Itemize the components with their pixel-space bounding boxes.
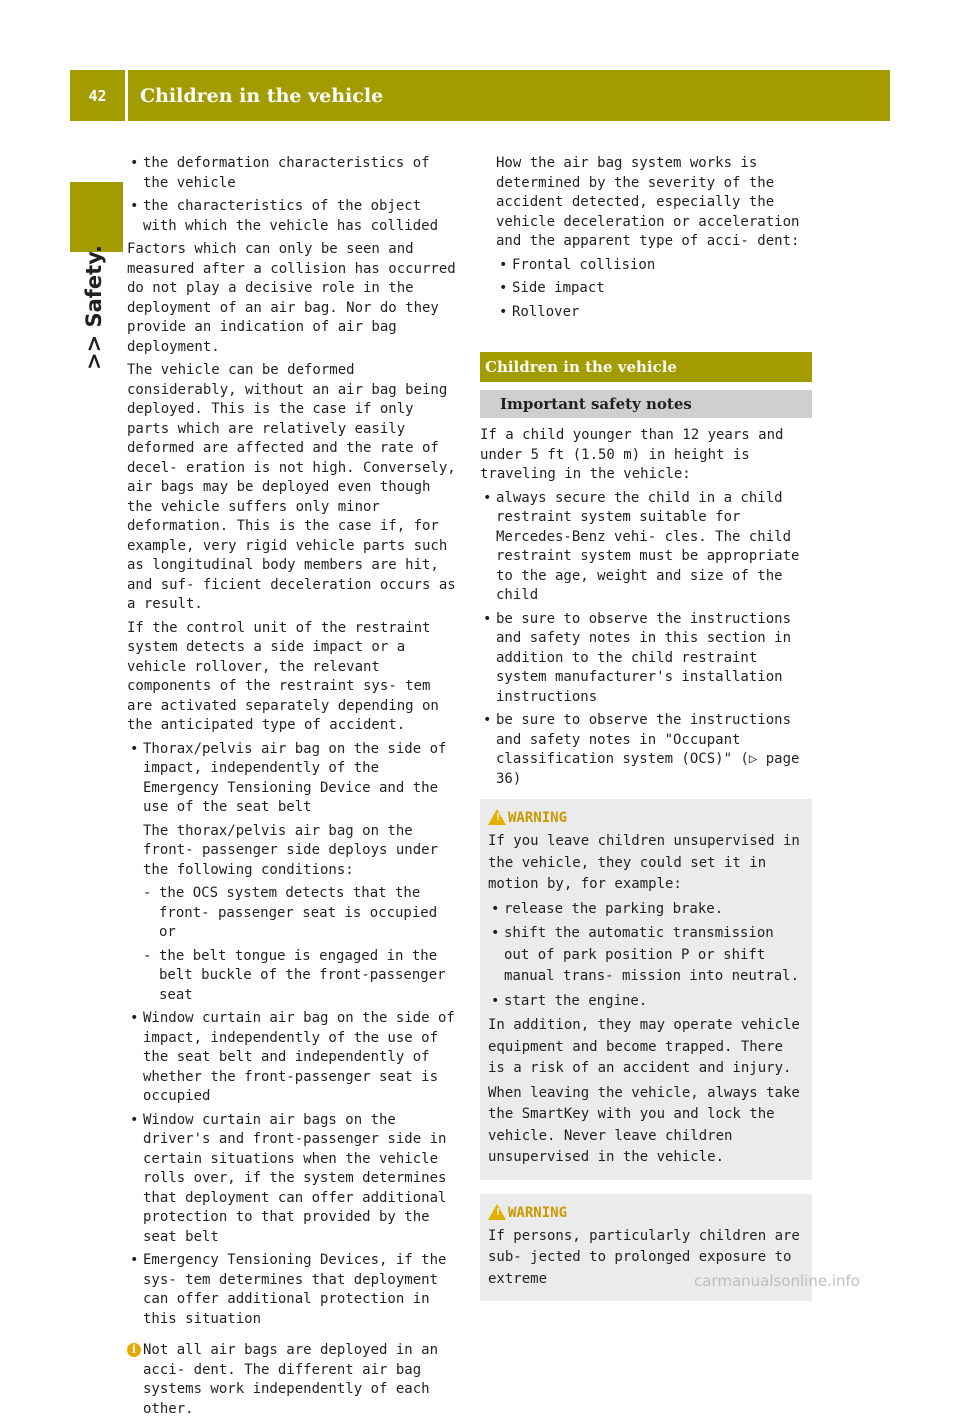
section-heading: Children in the vehicle <box>480 352 812 382</box>
list-item: • the deformation characteristics of the vehicle <box>127 154 460 193</box>
header-divider <box>125 70 128 121</box>
list-item: • Window curtain air bags on the driver's and front-passenger side in certain situations when the vehicle rolls over, if the system determines that deployment can offer additional protection to that provided by the seat belt <box>127 1111 460 1248</box>
right-column <box>480 154 812 1301</box>
list-item: • Side impact <box>496 279 812 299</box>
watermark: carmanualsonline.info <box>694 1272 860 1290</box>
paragraph: If a child younger than 12 years and under 5 ft (1.50 m) in height is traveling in the vehicle: <box>480 427 784 482</box>
warning-title <box>488 805 804 831</box>
paragraph: How the air bag system works is determined by the severity of the accident detected, especially the vehicle deceleration or acceleration and the apparent type of acci- dent: <box>496 155 800 249</box>
list-item: • Rollover <box>496 303 812 323</box>
warning-text: If you leave children unsupervised in the vehicle, they could set it in motion by, for example: <box>488 833 800 892</box>
list-item: • Thorax/pelvis air bag on the side of impact, independently of the Emergency Tensioning Device and the use of the seat belt <box>127 740 460 818</box>
list-item: • be sure to observe the instructions and safety notes in "Occupant classification system (OCS)" (▷ page 36) <box>480 711 812 789</box>
list-item: • start the engine. <box>488 991 804 1013</box>
side-tab-marker <box>70 182 123 252</box>
warning-text: When leaving the vehicle, always take the SmartKey with you and lock the vehicle. Never leave children unsupervised in the vehicle. <box>488 1084 800 1165</box>
warning-title-text: WARNING <box>508 1204 568 1221</box>
paragraph: The vehicle can be deformed considerably, without an air bag being deployed. This is the case if only parts which are relatively easily deformed are affected and the rate of decel- eration is not high. Conversely, air bags may be deployed even though the vehicle suffers only minor deformation. This is the case if, for example, very rigid vehicle parts such as longitudinal body members are hit, and suf- ficient deceleration occurs as a result. <box>127 362 456 612</box>
warning-title <box>488 1200 804 1226</box>
sub-paragraph: The thorax/pelvis air bag on the front- passenger side deploys under the following conditions: <box>143 822 439 878</box>
list-item: • always secure the child in a child restraint system suitable for Mercedes-Benz vehi- cles. The child restraint system must be appropriate to the age, weight and size of the child <box>480 489 812 606</box>
paragraph: If the control unit of the restraint system detects a side impact or a vehicle rollover, the relevant components of the restraint sys- tem are activated separately depending on the anticipated type of accident. <box>127 619 439 733</box>
list-item: • Emergency Tensioning Devices, if the sys- tem determines that deployment can offer additional protection in this situation <box>127 1251 460 1329</box>
page-title: Children in the vehicle <box>140 84 384 107</box>
list-item: • the characteristics of the object with which the vehicle has collided <box>127 197 460 236</box>
warning-text: If persons, particularly children are sub- jected to prolonged exposure to extreme <box>488 1227 800 1287</box>
info-note <box>127 1341 460 1419</box>
warning-box <box>480 799 812 1180</box>
paragraph: Factors which can only be seen and measured after a collision has occurred do not play a decisive role in the deployment of an air bag. Nor do they provide an indication of air bag deployment. <box>127 241 456 355</box>
left-column <box>127 154 460 1419</box>
warning-icon: ! <box>488 1204 506 1220</box>
warning-title-text: WARNING <box>508 810 568 826</box>
info-note-text: Not all air bags are deployed in an acci- dent. The different air bag systems work independently of each other. <box>143 1342 439 1417</box>
dash-item: - the belt tongue is engaged in the belt buckle of the front-passenger seat <box>127 947 460 1006</box>
info-icon: i <box>127 1343 141 1357</box>
list-item: • be sure to observe the instructions and safety notes in this section in addition to the child restraint system manufacturer's installation instructions <box>480 610 812 708</box>
list-item: • release the parking brake. <box>488 899 804 921</box>
list-item: • shift the automatic transmission out of park position P or shift manual trans- mission into neutral. <box>488 923 804 988</box>
page-number: 42 <box>88 86 107 105</box>
list-item: • Frontal collision <box>496 256 812 276</box>
warning-icon: ! <box>488 809 506 825</box>
list-item: • Window curtain air bag on the side of impact, independently of the use of the seat belt and independently of whether the front-passenger seat is occupied <box>127 1009 460 1107</box>
dash-item: - the OCS system detects that the front- passenger seat is occupied or <box>127 884 460 943</box>
side-section-label: >> Safety. <box>82 245 106 370</box>
subsection-heading: Important safety notes <box>480 390 812 418</box>
warning-text: In addition, they may operate vehicle equipment and become trapped. There is a risk of an accident and injury. <box>488 1017 800 1076</box>
